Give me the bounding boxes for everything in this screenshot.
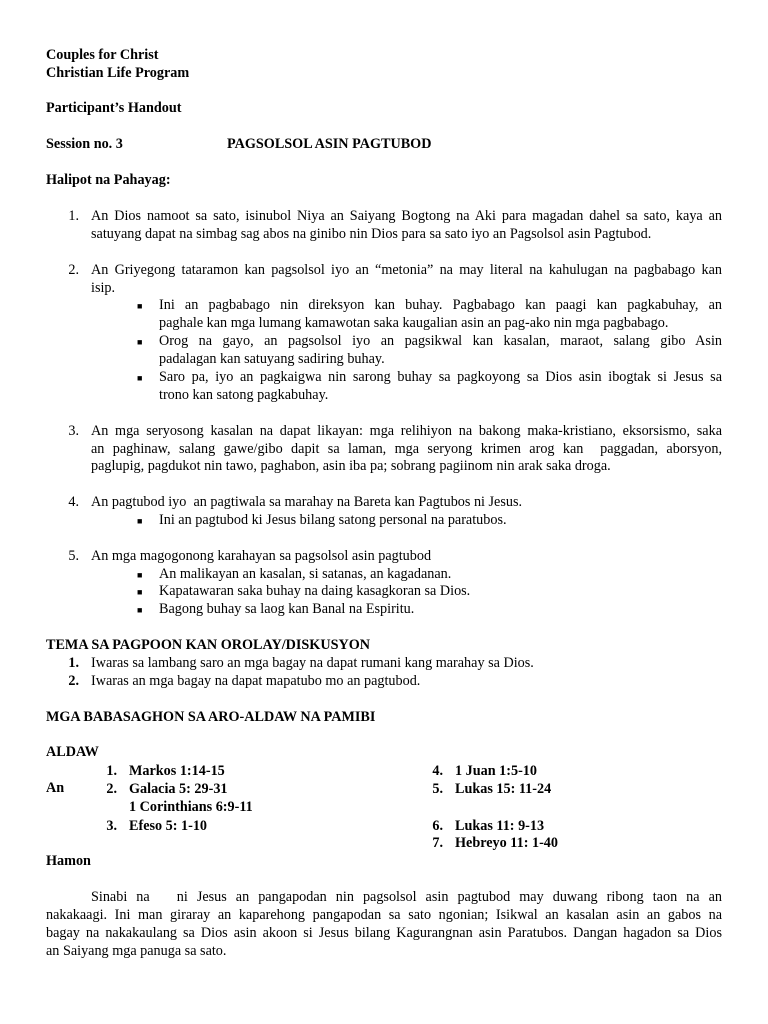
reading-number: 2. xyxy=(106,781,117,797)
bullet-line: Kapatawaran saka buhay na daing kasagkoran sa Dios. xyxy=(159,583,471,599)
program-name: Christian Life Program xyxy=(46,65,190,81)
reading-item: 1 Juan 1:5-10 xyxy=(455,763,537,779)
reading-number: 3. xyxy=(106,818,117,834)
item-line: An pagtubod iyo an pagtiwala sa marahay na Bareta kan Pagtubos ni Jesus. xyxy=(91,494,523,510)
item-line: An Griyegong tataramon kan pagsolsol iyo an “metonia” na may literal na kahulugan na pagbabago kan xyxy=(91,262,722,278)
discussion-item: Iwaras an mga bagay na dapat mapatubo mo an pagtubod. xyxy=(91,673,421,689)
bullet-line: Ini an pagbabago nin direksyon kan buhay. Pagbabago kan paagi kan pagkabuhay, an xyxy=(159,297,722,313)
item-line: isip. xyxy=(91,280,116,296)
session-label: Session no. 3 xyxy=(46,136,123,152)
challenge-line: nakakaagi. Ini man giraray an kaparehong pangapodan sa sato ngonian; Isikwal an kasalan asin an gabos na xyxy=(46,907,722,923)
item-line: satuyang dapat na simbag sag abos na ginibo nin Dios para sa sato iyo an Pagsolsol asin Pagtubod. xyxy=(91,226,652,242)
session-title: PAGSOLSOL ASIN PAGTUBOD xyxy=(227,136,432,152)
challenge-line: an Saiyang mga panuga sa sato. xyxy=(46,943,227,959)
reading-number: 7. xyxy=(432,835,443,851)
item-line: An mga seryosong kasalan na dapat likayan: mga relihiyon na bakong maka-kristiano, eksorsismo, saka xyxy=(91,423,722,439)
item-line: An Dios namoot sa sato, isinubol Niya an Saiyang Bogtong na Aki para magadan dahel sa sato, kaya an xyxy=(91,208,722,224)
item-line: paglupig, pagdukot nin tawo, paghabon, asin iba pa; sobrang pagiinom nin arak saka droga. xyxy=(91,458,611,474)
bullet-line: padalagan kan satuyang sadiring buhay. xyxy=(159,351,385,367)
bullet-square-icon: ■ xyxy=(137,570,143,580)
bullet-line: Ini an pagtubod ki Jesus bilang satong personal na paratubos. xyxy=(159,512,507,528)
bullet-line: Bagong buhay sa laog kan Banal na Espiritu. xyxy=(159,601,415,617)
reading-item: Lukas 15: 11-24 xyxy=(455,781,552,797)
reading-number: 5. xyxy=(432,781,443,797)
org-name: Couples for Christ xyxy=(46,47,159,63)
handout-title: Participant’s Handout xyxy=(46,100,182,116)
bullet-square-icon: ■ xyxy=(137,301,143,311)
item-number: 5. xyxy=(68,548,79,564)
item-number: 3. xyxy=(68,423,79,439)
discussion-item: Iwaras sa lambang saro an mga bagay na dapat rumani kang marahay sa Dios. xyxy=(91,655,534,671)
bullet-square-icon: ■ xyxy=(137,373,143,383)
reading-item: 1 Corinthians 6:9-11 xyxy=(129,799,253,815)
bullet-square-icon: ■ xyxy=(137,605,143,615)
reading-number: 6. xyxy=(432,818,443,834)
bullet-square-icon: ■ xyxy=(137,337,143,347)
day-label: ALDAW xyxy=(46,744,99,760)
item-number: 1. xyxy=(68,208,79,224)
reading-number: 1. xyxy=(106,763,117,779)
item-line: An mga magogonong karahayan sa pagsolsol asin pagtubod xyxy=(91,548,432,564)
item-line: an paghinaw, salang gawe/gibo dapit sa laman, mga seryong krimen arog kan paggadan, aborsyon, xyxy=(91,441,722,457)
reading-item: Markos 1:14-15 xyxy=(129,763,225,779)
bullet-line: An malikayan an kasalan, si satanas, an kagadanan. xyxy=(159,566,452,582)
discussion-heading: TEMA SA PAGPOON KAN OROLAY/DISKUSYON xyxy=(46,637,370,653)
bullet-line: paghale kan mga lumang kamawotan saka kaugalian asin an pag-ako nin mga pagbabago. xyxy=(159,315,669,331)
reading-item: Galacia 5: 29-31 xyxy=(129,781,228,797)
summary-heading: Halipot na Pahayag: xyxy=(46,172,171,188)
bullet-square-icon: ■ xyxy=(137,587,143,597)
item-number: 4. xyxy=(68,494,79,510)
reading-number: 4. xyxy=(432,763,443,779)
challenge-line: Sinabi na ni Jesus an pangapodan nin pagsolsol asin pagtubod may duwang ribong taon na an xyxy=(91,889,722,905)
an-label: An xyxy=(46,780,65,796)
reading-item: Efeso 5: 1-10 xyxy=(129,818,208,834)
discussion-number: 2. xyxy=(68,673,79,689)
readings-heading: MGA BABASAGHON SA ARO-ALDAW NA PAMIBI xyxy=(46,709,376,725)
bullet-line: Saro pa, iyo an pagkaigwa nin sarong buhay sa pagkoyong sa Dios asin ibogtak si Jesus sa xyxy=(159,369,722,385)
reading-item: Lukas 11: 9-13 xyxy=(455,818,545,834)
bullet-line: Orog na gayo, an pagsolsol iyo an pagsikwal kan kasalan, maraot, salang gibo Asin xyxy=(159,333,722,349)
discussion-number: 1. xyxy=(68,655,79,671)
reading-item: Hebreyo 11: 1-40 xyxy=(455,835,558,851)
bullet-square-icon: ■ xyxy=(137,516,143,526)
bullet-line: trono kan satong pagkabuhay. xyxy=(159,387,329,403)
challenge-heading: Hamon xyxy=(46,853,91,869)
challenge-line: bagay na nakakaulang sa Dios asin akoon si Jesus bilang Kagurangnan asin Paratubos. Dangan hagadon sa Dios xyxy=(46,925,722,941)
item-number: 2. xyxy=(68,262,79,278)
